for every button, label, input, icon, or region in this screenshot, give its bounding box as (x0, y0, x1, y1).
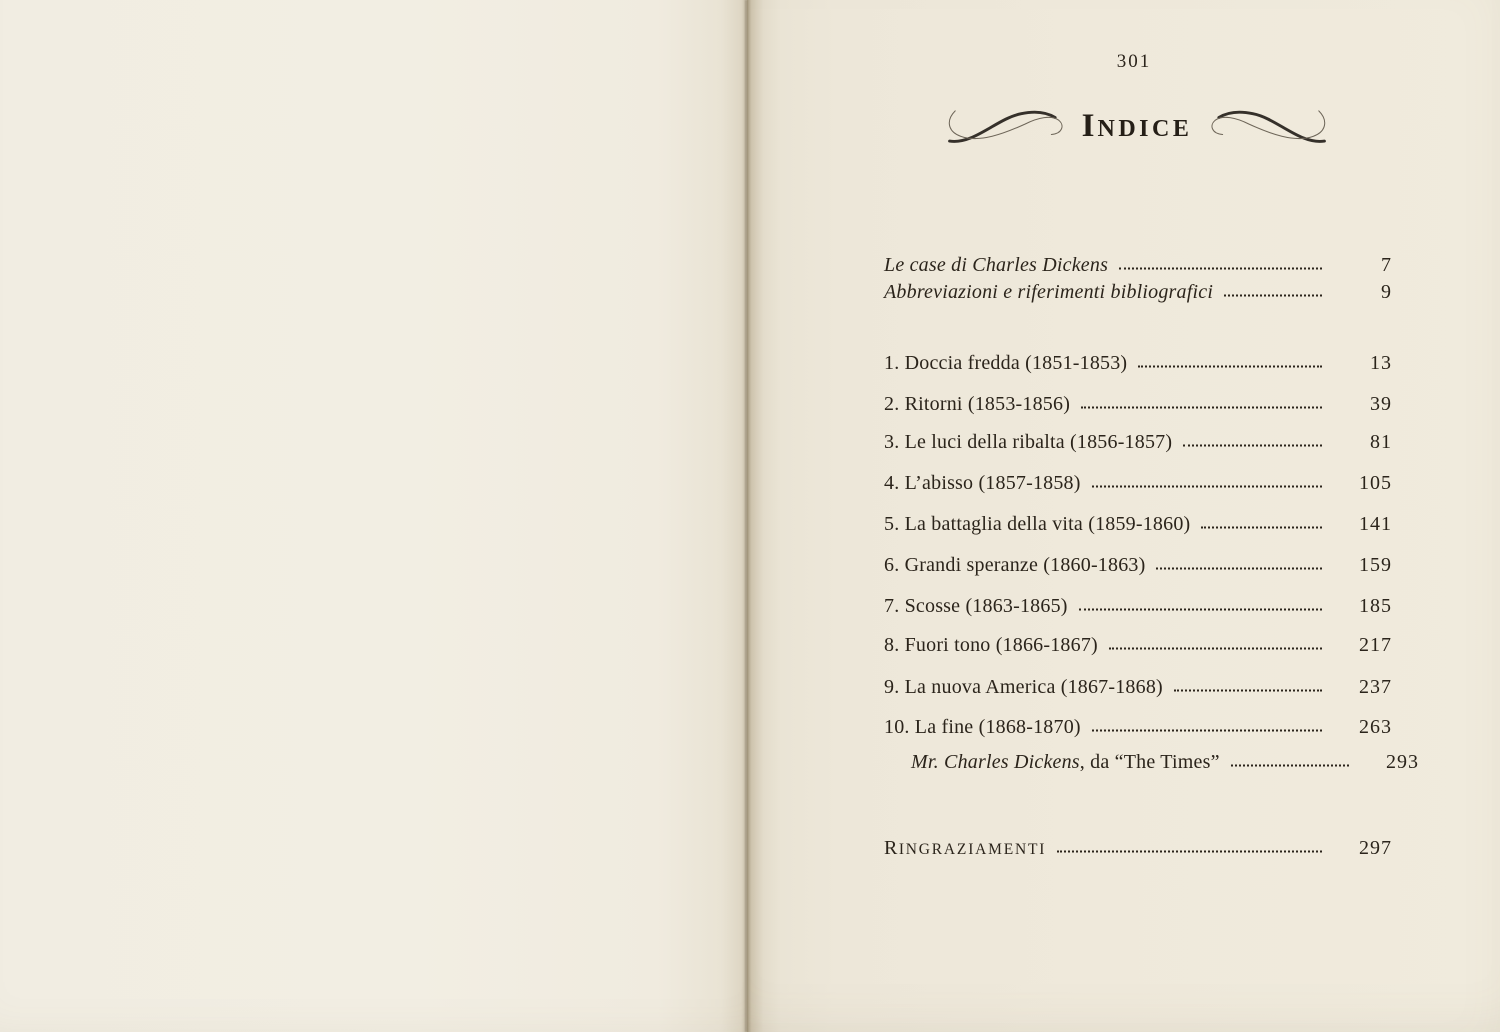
toc-sub-label-rest: , da (1079, 751, 1115, 773)
dot-leader (1079, 609, 1322, 611)
left-page-blank (0, 0, 747, 1032)
index-title-rest: NDICE (1097, 115, 1193, 142)
toc-entry-chapter-2 (884, 391, 1392, 417)
dot-leader (1092, 486, 1322, 488)
toc-entry-page: 141 (1359, 513, 1392, 535)
toc-entry-page: 263 (1359, 716, 1392, 738)
toc-entry-sub (884, 749, 1419, 775)
dot-leader (1201, 527, 1322, 529)
toc-entry-chapter-9 (884, 674, 1392, 700)
toc-entry-label: 7. Scosse (1863-1865) (884, 595, 1068, 617)
dot-leader (1119, 268, 1322, 270)
dot-leader (1081, 407, 1322, 409)
toc-entry-label: 1. Doccia fredda (1851-1853) (884, 352, 1128, 374)
toc-entry-label: 10. La fine (1868-1870) (884, 716, 1081, 738)
toc-entry-page: 293 (1386, 751, 1419, 773)
dot-leader (1224, 295, 1322, 297)
toc-entry-label: Abbreviazioni e riferimenti bibliografici (884, 281, 1214, 303)
dot-leader (1138, 366, 1322, 368)
dot-leader (1183, 445, 1322, 447)
toc-sub-label-quoted: “The Times” (1114, 751, 1220, 773)
toc-entry-chapter-7 (884, 593, 1392, 619)
dot-leader (1057, 851, 1322, 853)
toc-entry-chapter-1 (884, 350, 1392, 376)
ack-label-initial: R (884, 837, 899, 859)
toc-entry-chapter-4 (884, 470, 1392, 496)
toc-entry-page: 7 (1381, 254, 1392, 276)
toc-entry-page: 297 (1359, 837, 1392, 859)
dot-leader (1231, 765, 1349, 767)
toc-entry-label: 6. Grandi speranze (1860-1863) (884, 554, 1146, 576)
toc-entry-label (911, 749, 1220, 775)
toc-entry-front-2 (884, 279, 1392, 305)
index-title-initial: I (1081, 107, 1098, 144)
toc-entry-page: 105 (1359, 472, 1392, 494)
toc-sub-label-italic: Mr. Charles Dickens (911, 751, 1080, 773)
toc-entry-label: 2. Ritorni (1853-1856) (884, 393, 1071, 415)
toc-entry-chapter-5 (884, 511, 1392, 537)
toc-entry-chapter-10 (884, 714, 1392, 740)
toc-entry-chapter-3 (884, 429, 1392, 455)
toc-entry-page: 217 (1359, 634, 1392, 656)
table-of-contents (884, 0, 1419, 1032)
toc-entry-page: 39 (1370, 393, 1392, 415)
dot-leader (1174, 690, 1322, 692)
toc-entry-label: 3. Le luci della ribalta (1856-1857) (884, 431, 1173, 453)
page-number: 301 (1116, 51, 1152, 72)
toc-entry-page: 9 (1381, 281, 1392, 303)
toc-entry-label: 5. La battaglia della vita (1859-1860) (884, 513, 1191, 535)
toc-entry-page: 81 (1370, 431, 1392, 453)
toc-entry-chapter-6 (884, 552, 1392, 578)
toc-entry-chapter-8 (884, 632, 1392, 658)
toc-entry-label: 8. Fuori tono (1866-1867) (884, 634, 1098, 656)
toc-entry-acknowledgments (884, 835, 1392, 863)
toc-entry-page: 159 (1359, 554, 1392, 576)
toc-entry-page: 13 (1370, 352, 1392, 374)
toc-entry-label (884, 835, 1046, 863)
ack-label-rest: INGRAZIAMENTI (898, 841, 1047, 858)
dot-leader (1109, 648, 1322, 650)
toc-entry-front-1 (884, 252, 1392, 278)
toc-entry-label: Le case di Charles Dickens (884, 254, 1109, 276)
dot-leader (1156, 568, 1322, 570)
dot-leader (1092, 730, 1322, 732)
toc-entry-page: 185 (1359, 595, 1392, 617)
right-page-content (747, 0, 1500, 1032)
toc-entry-page: 237 (1359, 676, 1392, 698)
toc-entry-label: 4. L’abisso (1857-1858) (884, 472, 1081, 494)
toc-entry-label: 9. La nuova America (1867-1868) (884, 676, 1163, 698)
